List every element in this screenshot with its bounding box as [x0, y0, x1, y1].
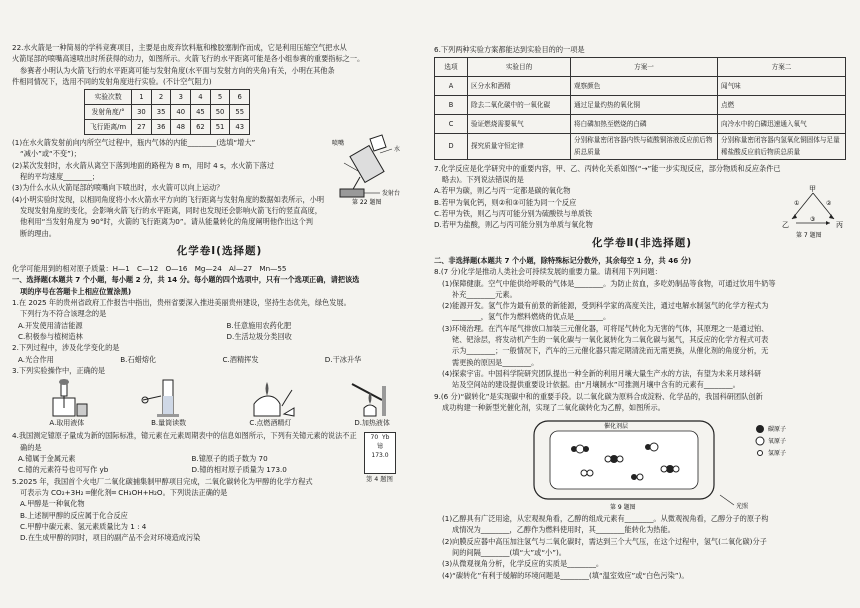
q22-sub4: 发现发射角度的变化，会影响火箭飞行的水平距离，同时也发现还会影响火箭飞行的竖直高度，: [20, 205, 322, 215]
table-cell: 4: [191, 90, 211, 105]
q3-lab-figures: [12, 378, 427, 429]
table-cell: 40: [171, 105, 191, 120]
q9-reactor-svg: [434, 415, 850, 511]
table-cell: 36: [151, 120, 171, 135]
fig-label: 水: [394, 146, 401, 154]
table-cell: 通过足量灼热的氧化铜: [571, 96, 718, 115]
table-cell: 30: [132, 105, 152, 120]
section-heading: 一、选择题(本题共 7 个小题，每小题 2 分，共 14 分。每小题的四个选项中，只有一个选项正确，请把该选: [12, 275, 360, 285]
alcohol-lamp-icon: [240, 378, 300, 418]
element-symbol: Yb: [381, 434, 390, 442]
arrow-label: ①: [794, 199, 800, 207]
option[interactable]: C.酒精挥发: [222, 354, 259, 364]
table-row: [435, 115, 846, 134]
table-cell: 向冷水中的白磷迅速通入氧气: [718, 115, 846, 134]
table-cell: A: [435, 77, 468, 96]
q9-part: (2)向膜反应器中高压加注氢气与二氧化碳时，需达到三个大气压，在这个过程中，氢气(二氧化碳)分子: [442, 536, 767, 546]
table-row: [435, 77, 846, 96]
q9-part: (1)乙醇具有广泛用途，从宏观视角看，乙醇的组成元素有________。从微观视角看，乙醇分子的原子构: [442, 514, 769, 524]
q5-stem: 5.2025 年，我国首个火电厂二氧化碳捕集制甲醇项目完成，二氧化碳转化为甲醇的化学方程式: [12, 476, 313, 486]
atomic-mass: 173.0: [371, 452, 389, 460]
table-cell: 点燃: [718, 96, 846, 115]
option[interactable]: D.镱的相对原子质量为 173.0: [191, 465, 287, 475]
q8-part: ________，氢气作为燃料燃烧的优点是________。: [452, 312, 611, 322]
right-column: [434, 0, 850, 581]
lab-figure-a[interactable]: [22, 378, 112, 429]
q22-sub4: 断的理由。: [20, 228, 56, 238]
periodic-element-box: [364, 432, 396, 474]
table-cell: 35: [151, 105, 171, 120]
table-cell: 验证燃烧需要氧气: [468, 115, 571, 134]
q22-sub1: (1)在水火箭发射前向内所空气过程中，瓶内气体的内能________(选填“增大”: [12, 138, 256, 148]
option[interactable]: B.镱原子的质子数为 70: [191, 454, 268, 464]
table-cell: 实验次数: [85, 90, 132, 105]
q9-part: (4)“碳转化”有利于缓解的环境问题是________(填“温室效应”或“白色污染”)。: [442, 570, 689, 580]
option[interactable]: B.若甲为氧化钙，则②和③可能为同一个反应: [434, 197, 577, 207]
q7-transformation-diagram: [780, 181, 846, 239]
fig-caption: 第 4 题图: [366, 476, 393, 484]
q8-part: 示为________；一般情况下，汽车的三元催化器只需定期清洗而无需更换，从催化剂的角度分析，无: [452, 346, 769, 356]
table-header: 方案二: [718, 58, 846, 77]
q7-block: [434, 163, 850, 239]
q7-stem: 略去)。下列说法错误的是: [442, 175, 524, 185]
q8-part: 补充________元素。: [452, 289, 517, 299]
q9-reactor-diagram: [434, 415, 850, 511]
table-cell: 除去二氧化碳中的一氧化碳: [468, 96, 571, 115]
chem-part1-title: 化学卷Ⅰ(选择题): [176, 244, 263, 257]
option[interactable]: B.石蜡熔化: [120, 354, 157, 364]
option[interactable]: C.若甲为铁，则乙与丙可能分别为硫酸铁与单质铁: [434, 209, 593, 219]
atomic-number: 70: [370, 434, 379, 442]
option[interactable]: A.若甲为碳，则乙与丙一定都是碳的氧化物: [434, 186, 571, 196]
fig-caption: 第 22 题图: [352, 199, 382, 206]
water-rocket-figure: [330, 133, 420, 205]
option: C.点燃酒精灯: [249, 419, 292, 428]
option: A.取用液体: [49, 419, 85, 428]
legend-label: 碳原子: [768, 426, 787, 434]
lab-figure-d[interactable]: [327, 378, 417, 429]
q22-data-table: [84, 89, 250, 135]
option[interactable]: D.干冰升华: [324, 354, 362, 364]
option: B.量筒读数: [151, 419, 187, 428]
table-cell: B: [435, 96, 468, 115]
table-row: [435, 134, 846, 160]
option[interactable]: C.积极参与植树造林: [18, 331, 83, 341]
q4-stem: 4.我国测定镱原子量成为新的国际标准，镱元素在元素周期表中的信息如图所示，下列有关镱元素的说法不正: [12, 431, 357, 441]
q4-stem: 确的是: [20, 442, 42, 452]
q9-stem: 成功构建一种新型光催化剂，实现了二氧化碳转化为乙醇，如图所示。: [442, 402, 665, 412]
table-cell: 闻气味: [718, 77, 846, 96]
lab-figure-b[interactable]: [124, 378, 214, 429]
q3-stem: 3.下列实验操作中，正确的是: [12, 365, 106, 375]
fig-label: 喷嘴: [332, 140, 345, 148]
option[interactable]: B.任意施用农药化肥: [226, 320, 292, 330]
q22-intro-line: 件相同情况下，选用不同的发射角度进行实验。(不计空气阻力): [12, 76, 212, 86]
option[interactable]: A.光合作用: [18, 354, 54, 364]
fig-caption: 第 7 题图: [796, 231, 822, 239]
q22-sub2: 程的平均速度________；: [20, 172, 100, 182]
table-cell: 45: [191, 105, 211, 120]
option[interactable]: C.甲醇中碳元素、氢元素质量比为 1 : 4: [20, 521, 147, 531]
table-header: 选项: [435, 58, 468, 77]
q9-part: (3)从微观视角分析，化学反应的实质是________。: [442, 559, 604, 569]
q6-stem: 6.下列两种实验方案都能达到实验目的的一项是: [434, 45, 585, 54]
arrow-label: ③: [810, 215, 816, 223]
option: D.加热液体: [354, 419, 390, 428]
table-cell: 观察颜色: [571, 77, 718, 96]
q8-part: (3)环境治理。在汽车尾气排放口加装三元催化器，可将尾气转化为无害的气体，其原理之一是通过铂、: [442, 323, 769, 333]
table-row: [435, 96, 846, 115]
node-label: 乙: [782, 220, 789, 229]
option[interactable]: D.在生成甲醇的同时，项目的副产品不会对环境造成污染: [20, 533, 201, 543]
q22-sub3: (3)为什么水从火箭尾部的喷嘴向下喷出时，水火箭可以向上运动？: [12, 183, 224, 193]
graduated-cylinder-icon: [139, 378, 199, 418]
fig-label: 发射台: [382, 190, 401, 198]
legend-label: 氢原子: [768, 450, 787, 458]
table-header: 方案一: [571, 58, 718, 77]
q22-sub2: (2)某次发射时，水火箭从离空下落到地面的路程为 8 m，用时 4 s，水火箭下落过: [12, 160, 275, 170]
q22-sub4: (4)小明实验时发现，以相同角度将小水火箭水平方向的飞行距离与发射角度的数据如表所示，小明: [12, 194, 325, 204]
option[interactable]: D.生活垃圾分类回收: [226, 331, 292, 341]
q8-part: 站及空间站的建设提供重要设计依据。由“月壤制水”可推测月壤中含有的元素有________。: [452, 380, 740, 390]
table-cell: 1: [132, 90, 152, 105]
table-cell: 6: [230, 90, 250, 105]
q2-options: [12, 354, 427, 365]
option[interactable]: A.甲醇是一种氧化物: [20, 499, 85, 509]
table-header-row: [435, 58, 846, 77]
table-cell: 43: [230, 120, 250, 135]
table-cell: 发射角度/°: [85, 105, 132, 120]
q1-stem: 下列行为不符合该理念的是: [20, 309, 107, 319]
left-column: [12, 0, 427, 543]
table-row: [85, 105, 250, 120]
option[interactable]: D.若甲为盐酸，则乙与丙可能分别为单质与氧化物: [434, 220, 593, 230]
q8-part: (1)保障健康。空气中能供给呼吸的气体是________。为防止贫血，多吃奶制品等食物，可通过饮用牛奶等: [442, 278, 776, 288]
table-cell: 分别称量密闭容器内氢氧化铜固体与足量稀盐酸反应前后物质总质量: [718, 134, 846, 160]
atomic-mass-note: 化学可能用到的相对原子质量：H—1 C—12 O—16 Mg—24 Al—27 Mn—55: [12, 264, 287, 274]
node-label: 甲: [809, 184, 816, 193]
table-cell: 探究质量守恒定律: [468, 134, 571, 160]
table-cell: 27: [132, 120, 152, 135]
table-cell: 2: [151, 90, 171, 105]
q22-sub1: “减小”或“不变”)；: [20, 149, 81, 159]
table-row: [85, 90, 250, 105]
q6-table: [434, 57, 846, 160]
q22-sub4: 他利用“当发射角度为 90°时，火箭的飞行距离为0”。请从能量转化的角度阐明他作出这个判: [20, 217, 313, 227]
q22-intro-line: 22.水火箭是一种简易的学科竞赛项目，主要是由废弃饮料瓶和橡胶塞制作而成，它是利用压缩空气把水从: [12, 43, 347, 52]
q9-part: 间的间隔________(填“大”或“小”)。: [452, 548, 566, 558]
table-header: 实验目的: [468, 58, 571, 77]
dropper-icon: [37, 378, 97, 418]
table-cell: 飞行距离/m: [85, 120, 132, 135]
q9-stem: 9.(6 分)“碳转化”是实现碳中和的重要手段。以二氧化碳为原料合成淀粉、化学品的，我国科研团队创新: [434, 391, 763, 401]
q8-stem: 8.(7 分)化学是推动人类社会可持续发展的重要力量。请利用下列问题：: [434, 267, 662, 277]
fig-caption: 第 9 题图: [610, 504, 636, 512]
table-cell: 48: [171, 120, 191, 135]
chem-part2-title: 化学卷Ⅱ(非选择题): [591, 236, 692, 249]
legend-label: 氧原子: [768, 438, 787, 446]
q22-intro-line: 火箭尾部的喷嘴高速喷出时所获得的动力，如图所示。火箭飞行的水平距离可能是各小组参赛的重要指标之一。: [12, 54, 365, 64]
q4-options: [12, 453, 357, 476]
table-cell: 55: [230, 105, 250, 120]
table-cell: 62: [191, 120, 211, 135]
q1-stem: 1.在 2025 年的贵州省政府工作报告中指出，贵州省要深入推进美丽贵州建设，坚持生态优先，绿色发展。: [12, 298, 351, 308]
option[interactable]: A.开发使用清洁能源: [18, 320, 83, 330]
table-cell: D: [435, 134, 468, 160]
arrow-label: ②: [826, 199, 832, 207]
diagram-label: 催化剂层: [604, 423, 629, 431]
q9-part: 成情况为________，乙醇作为燃料使用时，其________能转化为热能。: [452, 525, 675, 535]
option[interactable]: C.镱的元素符号也可写作 yb: [18, 465, 109, 475]
q8-part: 铑、钯涂层，将发动机产生的一氧化碳与一氧化氮转化为二氧化碳与氮气，其反应的化学方程式可表: [452, 335, 769, 345]
q8-part: (4)探索宇宙。中国科学院研究团队提出一种全新的利用月壤大量生产水的方法，有望为未来月球科研: [442, 368, 762, 378]
section-heading: 项的序号在答题卡上相应位置涂黑): [20, 286, 132, 296]
node-label: 丙: [836, 220, 843, 229]
heating-tube-icon: [342, 378, 402, 418]
table-row: [85, 120, 250, 135]
table-cell: 将白磷加热至燃烧的白磷: [571, 115, 718, 134]
table-cell: 50: [210, 105, 230, 120]
lab-figure-c[interactable]: [225, 378, 315, 429]
table-cell: 5: [210, 90, 230, 105]
table-cell: 区分水和酒精: [468, 77, 571, 96]
table-cell: 51: [210, 120, 230, 135]
q5-stem: 可表示为 CO₂+3H₂ ═催化剂═ CH₃OH+H₂O。下列说法正确的是: [20, 487, 228, 497]
q2-stem: 2.下列过程中，涉及化学变化的是: [12, 343, 120, 353]
option[interactable]: B.上述制甲醇的反应属于化合反应: [20, 510, 128, 520]
table-cell: C: [435, 115, 468, 134]
element-name: 镱: [376, 443, 383, 451]
table-cell: 分别称量密闭容器内铁与硫酸铜溶液反应前后物质总质量: [571, 134, 718, 160]
section-heading: 二、非选择题(本题共 7 个小题，除特殊标记分数外，其余每空 1 分，共 46 分): [434, 255, 692, 265]
table-cell: 3: [171, 90, 191, 105]
q8-part: 需更换的原因是________。: [452, 357, 539, 367]
option[interactable]: A.镱属于金属元素: [18, 454, 76, 464]
q22-intro-line: 参赛者小明认为火箭飞行的水平距离可能与发射角度(水平面与发射方向的夹角)有关，小明在其他条: [20, 65, 335, 75]
diagram-label: 光照: [736, 503, 749, 511]
q1-options: [12, 320, 427, 343]
q7-stem: 7.化学反应是化学研究中的重要内容，甲、乙、丙转化关系如图(“→”能一步实现反应，部分物质和反应条件已: [434, 163, 781, 173]
q8-part: (2)能源开发。氢气作为最有前景的新能源，受到科学家的高度关注，通过电解水制氢气的化学方程式为: [442, 301, 769, 311]
